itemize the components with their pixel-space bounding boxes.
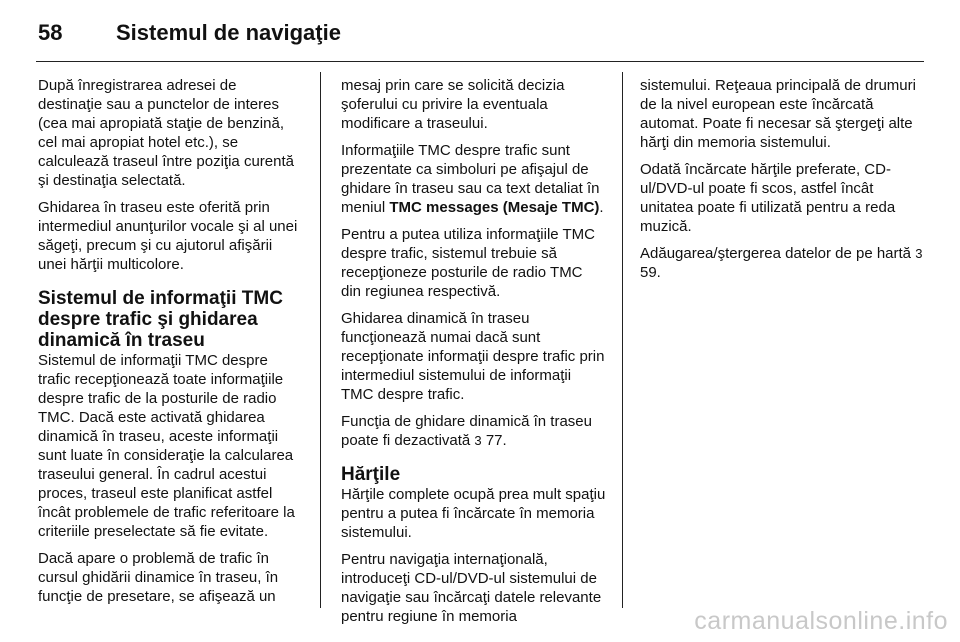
paragraph: sistemului. Reţeaua principală de drumuri de la nivel european este încărcată automat. Poate fi necesar să ştergeţi alte hărţi din memoria sistemului. <box>640 77 916 151</box>
paragraph: Sistemul de informaţii TMC despre trafic recepţionează toate informaţiile despre trafic de la posturile de radio TMC. Dacă este activată ghidarea dinamică în traseu, aceste informaţii sunt luate în consideraţie la calcularea traseului general. În cadrul acestui proces, traseul este planificat astfel încât problemele de trafic referitoare la criteriile preselectate să fie evitate. <box>38 352 295 540</box>
paragraph: mesaj prin care se solicită decizia şoferului cu privire la eventuala modificare a traseului. <box>341 77 565 132</box>
paragraph: Hărţile complete ocupă prea mult spaţiu pentru a putea fi încărcate în memoria sistemului. <box>341 486 606 541</box>
section-heading-tmc: Sistemul de informaţii TMC despre trafic şi ghidarea dinamică în traseu <box>38 288 283 351</box>
page-reference[interactable]: 77. <box>481 432 507 449</box>
page-ref-arrow-icon: 3 <box>474 433 482 448</box>
column-divider <box>320 72 321 608</box>
paragraph <box>341 141 606 217</box>
page-ref-arrow-icon: 3 <box>915 246 923 261</box>
watermark: carmanualsonline.info <box>694 607 948 635</box>
paragraph: Ghidarea în traseu este oferită prin intermediul anunţurilor vocale şi al unei săgeţi, precum şi cu ajutorul afişării unei hărţii multicolore. <box>38 199 298 273</box>
paragraph: După înregistrarea adresei de destinaţie sau a punctelor de interes (cea mai apropiată staţie de benzină, cel mai apropiat hotel etc.), se calculează traseul între poziţia curentă şi destinaţia selectată. <box>38 77 294 189</box>
paragraph: Pentru a putea utiliza informaţiile TMC despre trafic, sistemul trebuie să recepţioneze posturile de radio TMC din regiunea respectivă. <box>341 226 596 300</box>
paragraph: Pentru navigaţia internaţională, introduceţi CD-ul/DVD-ul sistemului de navigaţie sau încărcaţi datele relevante pentru regiune în memoria <box>341 551 602 625</box>
page-reference[interactable]: 59. <box>640 264 661 281</box>
paragraph-text: Informaţiile TMC despre trafic sunt prezentate ca simboluri pe afişajul de ghidare în traseu sau ca text detaliat în meniul <box>341 142 600 216</box>
column-divider <box>622 72 623 608</box>
column-middle <box>341 76 606 634</box>
paragraph-text: Funcţia de ghidare dinamică în traseu poate fi dezactivată <box>341 413 592 449</box>
section-heading-maps: Hărţile <box>341 464 401 485</box>
paragraph: Odată încărcate hărţile preferate, CD-ul/DVD-ul poate fi scos, astfel încât unitatea poate fi utilizată pentru a reda muzică. <box>640 161 896 235</box>
paragraph-text: Adăugarea/ştergerea datelor de pe hartă <box>640 245 916 262</box>
column-left <box>38 76 304 614</box>
column-right <box>640 76 925 290</box>
paragraph: Dacă apare o problemă de trafic în cursul ghidării dinamice în traseu, în funcţie de presetare, se afişează un <box>38 550 279 605</box>
page-title: Sistemul de navigaţie <box>116 20 341 45</box>
header-rule <box>36 61 924 62</box>
paragraph-text: . <box>599 199 604 216</box>
paragraph <box>341 412 606 450</box>
paragraph: Ghidarea dinamică în traseu funcţionează numai dacă sunt recepţionate informaţii despre trafic prin intermediul sistemului de informaţii TMC despre trafic. <box>341 310 605 403</box>
menu-name: TMC messages (Mesaje TMC) <box>389 199 600 216</box>
page-header <box>38 20 918 60</box>
page-number: 58 <box>38 20 63 45</box>
paragraph <box>640 244 925 282</box>
